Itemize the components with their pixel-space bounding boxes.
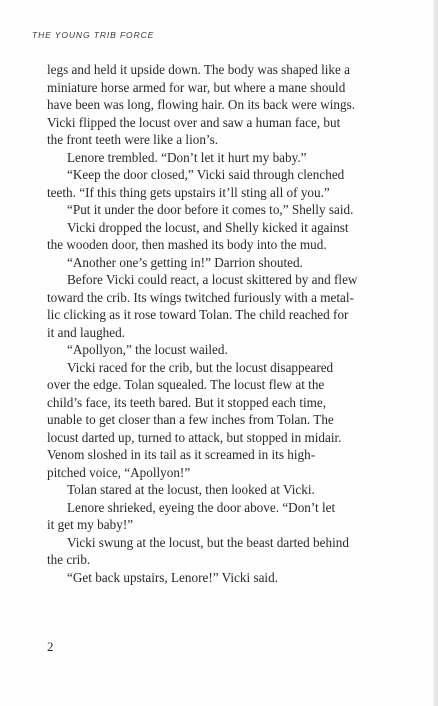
text-line: Lenore shrieked, eyeing the door above. “Don’t let	[67, 499, 336, 515]
text-line: it get my baby!”	[47, 517, 134, 532]
running-head: THE YOUNG TRIB FORCE	[32, 30, 155, 40]
text-line: Lenore trembled. “Don’t let it hurt my baby.”	[67, 149, 307, 165]
body-text	[47, 61, 419, 586]
text-line: Vicki raced for the crib, but the locust disappeared	[67, 359, 334, 375]
text-line: Venom sloshed in its tail as it screamed in its high-	[47, 447, 316, 462]
text-line: lic clicking as it rose toward Tolan. The child reached for	[47, 307, 349, 322]
text-line: over the edge. Tolan squealed. The locust flew at the	[47, 377, 325, 392]
page-edge-shadow	[433, 0, 438, 706]
page-number: 2	[47, 639, 54, 654]
text-line: have been was long, flowing hair. On its back were wings.	[47, 97, 355, 112]
text-line: legs and held it upside down. The body was shaped like a	[47, 62, 351, 77]
text-line: toward the crib. Its wings twitched furiously with a metal-	[47, 289, 354, 305]
text-line: Before Vicki could react, a locust skittered by and flew	[67, 272, 358, 287]
text-line: Tolan stared at the locust, then looked at Vicki.	[67, 482, 315, 497]
text-line: teeth. “If this thing gets upstairs it’ll sting all of you.”	[47, 184, 330, 200]
text-line: the crib.	[47, 552, 91, 567]
text-line: “Put it under the door before it comes to,” Shelly said.	[67, 202, 354, 217]
text-line: “Another one’s getting in!” Darrion shouted.	[67, 254, 303, 270]
text-line: locust darted up, turned to attack, but stopped in midair.	[47, 429, 342, 445]
text-line: Vicki dropped the locust, and Shelly kicked it against	[67, 219, 349, 235]
text-line: the wooden door, then mashed its body into the mud.	[47, 237, 327, 252]
text-line: Vicki flipped the locust over and saw a human face, but	[47, 114, 341, 130]
text-line: Vicki swung at the locust, but the beast darted behind	[67, 534, 349, 550]
text-line: miniature horse armed for war, but where a mane should	[47, 79, 346, 95]
text-line: the front teeth were like a lion’s.	[47, 132, 219, 147]
text-line: pitched voice, “Apollyon!”	[47, 464, 191, 480]
text-line: child’s face, its teeth bared. But it stopped each time,	[47, 394, 327, 410]
text-line: “Apollyon,” the locust wailed.	[67, 342, 228, 357]
text-line: “Keep the door closed,” Vicki said through clenched	[67, 167, 345, 182]
text-line: “Get back upstairs, Lenore!” Vicki said.	[67, 569, 278, 585]
text-line: unable to get closer than a few inches from Tolan. The	[47, 412, 334, 427]
text-line: it and laughed.	[47, 324, 126, 340]
